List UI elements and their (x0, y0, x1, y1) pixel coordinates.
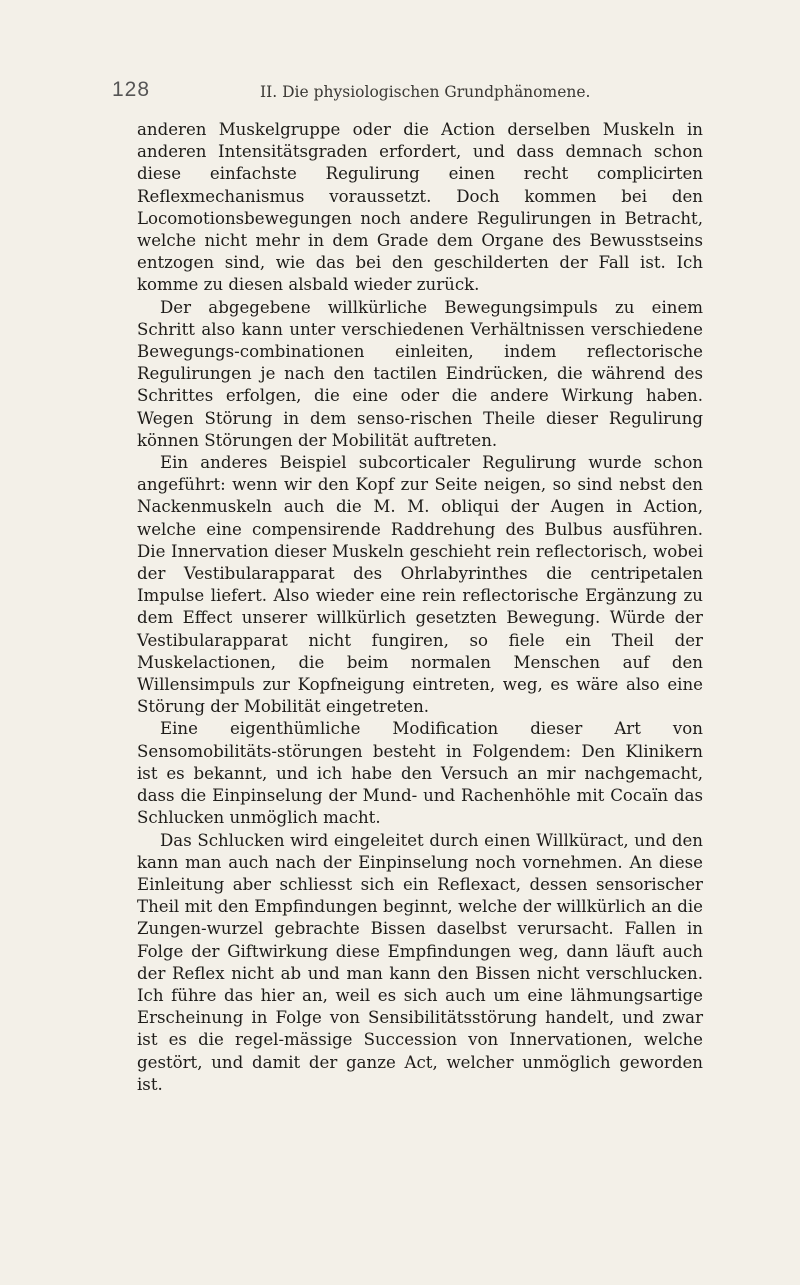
chapter-title: II. Die physiologischen Grundphänomene. (260, 83, 591, 101)
paragraph-5: Das Schlucken wird eingeleitet durch einen Willküract, und den kann man auch nach der Einpinselung noch vornehmen. An diese Einleitung aber schliesst sich ein Reflexact, dessen sensorischer Theil mit den Empfindungen beginnt, welche der willkürlich an die Zungen-wurzel gebrachte Bissen daselbst verursacht. Fallen in Folge der Giftwirkung diese Empfindungen weg, dann läuft auch der Reflex nicht ab und man kann den Bissen nicht verschlucken. Ich führe das hier an, weil es sich auch um eine lähmungsartige Erscheinung in Folge von Sensibilitätsstörung handelt, und zwar ist es die regel-mässige Succession von Innervationen, welche gestört, und damit der ganze Act, welcher unmöglich geworden ist. (137, 830, 703, 1094)
paragraph-4: Eine eigenthümliche Modification dieser Art von Sensomobilitäts-störungen besteht in Folgendem: Den Klinikern ist es bekannt, und ich habe den Versuch an mir nachgemacht, dass die Einpinselung der Mund- und Rachenhöhle mit Cocaïn das Schlucken unmöglich macht. (137, 719, 703, 828)
paragraph-2: Der abgegebene willkürliche Bewegungsimpuls zu einem Schritt also kann unter verschiedenen Verhältnissen verschiedene Bewegungs-combinationen einleiten, indem reflectorische Regulirungen je nach den tactilen Eindrücken, die während des Schrittes erfolgen, die eine oder die andere Wirkung haben. Wegen Störung in dem senso-rischen Theile dieser Regulirung können Störungen der Mobilität auftreten. (137, 297, 703, 450)
body-text (137, 119, 703, 1096)
paragraph-1: anderen Muskelgruppe oder die Action derselben Muskeln in anderen Intensitätsgraden erfordert, und dass demnach schon diese einfachste Regulirung einen recht complicirten Reflexmechanismus voraussetzt. Doch kommen bei den Locomotionsbewegungen noch andere Regulirungen in Betracht, welche nicht mehr in dem Grade dem Organe des Bewusstseins entzogen sind, wie das bei den geschilderten der Fall ist. Ich komme zu diesen alsbald wieder zurück. (137, 120, 703, 295)
running-head (112, 78, 712, 108)
paragraph-3: Ein anderes Beispiel subcorticaler Regulirung wurde schon angeführt: wenn wir den Kopf zur Seite neigen, so sind nebst den Nackenmuskeln auch die M. M. obliqui der Augen in Action, welche eine compensirende Raddrehung des Bulbus ausführen. Die Innervation dieser Muskeln geschieht rein reflectorisch, wobei der Vestibularapparat des Ohrlabyrinthes die centripetalen Impulse liefert. Also wieder eine rein reflectorische Ergänzung zu dem Effect unserer willkürlich gesetzten Bewegung. Würde der Vestibularapparat nicht fungiren, so fiele ein Theil der Muskelactionen, die beim normalen Menschen auf den Willensimpuls zur Kopfneigung eintreten, weg, es wäre also eine Störung der Mobilität eingetreten. (137, 453, 703, 717)
page-number: 128 (112, 78, 151, 101)
